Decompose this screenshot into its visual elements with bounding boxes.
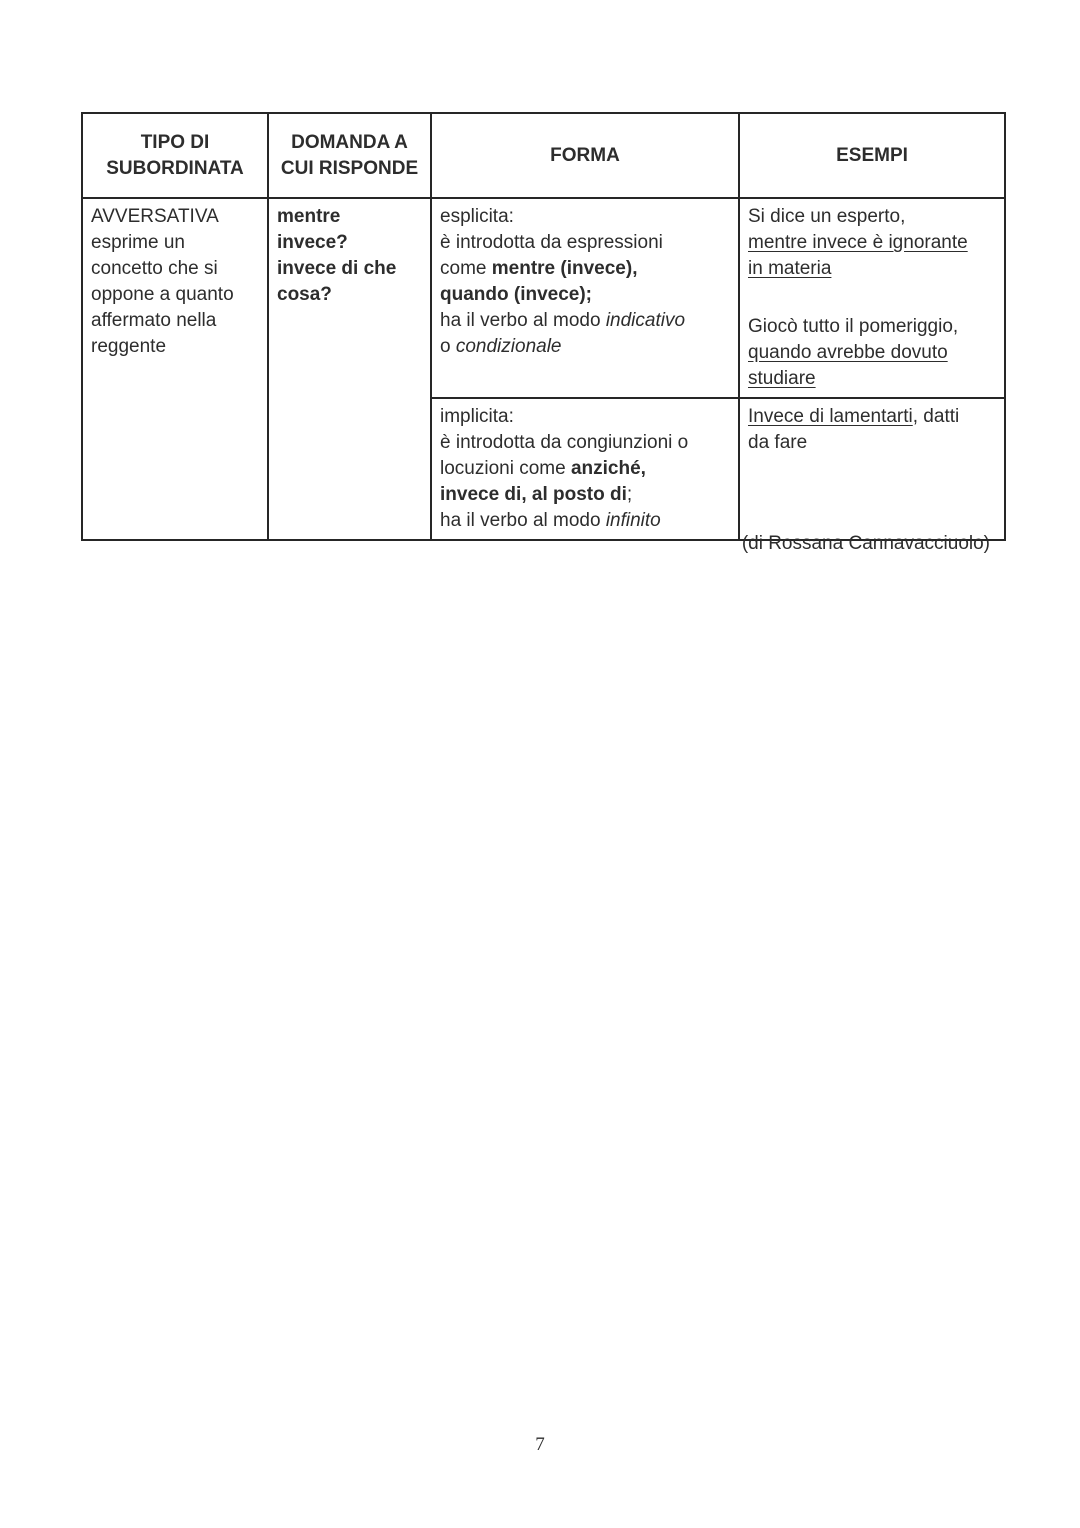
cell-forma-esplicita: esplicita: è introdotta da espressioni come mentre (invece), quando (invece); ha il verbo al modo indicativo o condizionale (431, 198, 739, 398)
header-cell-esempi: ESEMPI (739, 113, 1005, 198)
cell-tipo-subordinata: AVVERSATIVA esprime un concetto che si oppone a quanto affermato nella reggente (82, 198, 268, 540)
cell-esempi-esplicita: Si dice un esperto, mentre invece è ignorante in materia Giocò tutto il pomeriggio, quando avrebbe dovuto studiare (739, 198, 1005, 398)
cell-esempi-implicita: Invece di lamentarti, datti da fare (739, 398, 1005, 540)
header-cell-forma: FORMA (431, 113, 739, 198)
header-cell-domanda: DOMANDA A CUI RISPONDE (268, 113, 431, 198)
cell-domanda: mentre invece? invece di che cosa? (268, 198, 431, 540)
header-cell-tipo-di-subordinata: TIPO DI SUBORDINATA (82, 113, 268, 198)
page-number: 7 (535, 1434, 545, 1455)
cell-forma-implicita: implicita: è introdotta da congiunzioni o locuzioni come anziché, invece di, al posto di; ha il verbo al modo infinito (431, 398, 739, 540)
table-row-esplicita (82, 198, 1005, 398)
subordinate-clause-table (81, 112, 1006, 541)
author-attribution: (di Rossana Cannavacciuolo) (741, 533, 990, 554)
table-header-row (82, 113, 1005, 198)
